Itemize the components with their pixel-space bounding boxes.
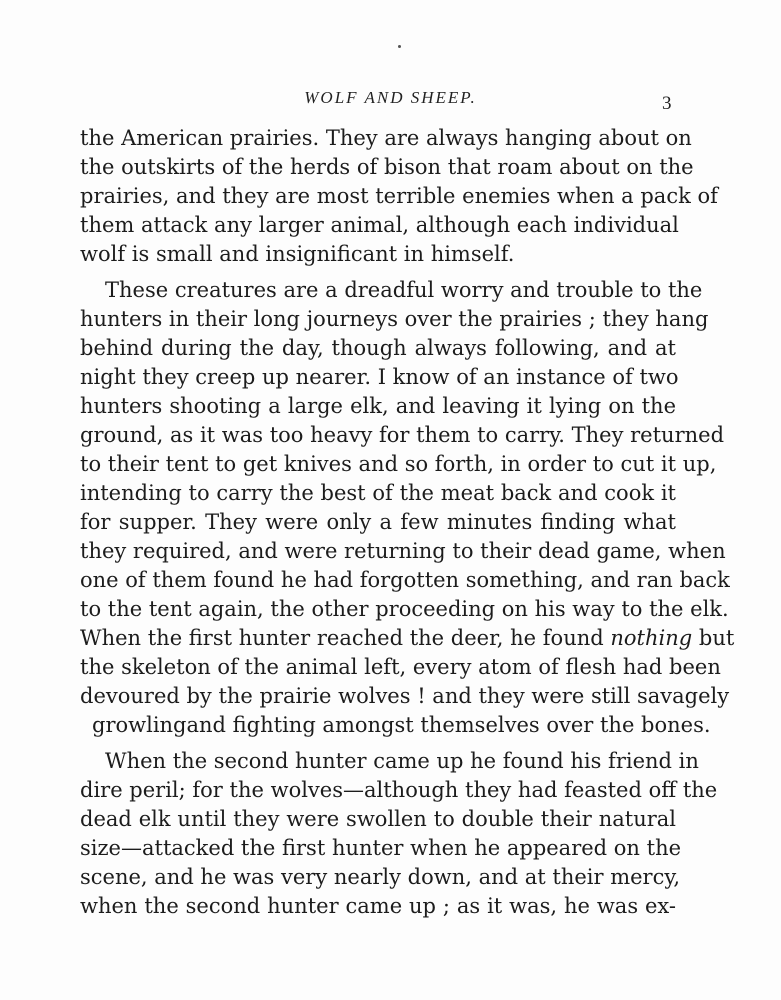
text-line: hunters in their long journeys over the prairies ; they hang (80, 307, 709, 331)
text-line: wolf is small and insignificant in himself. (80, 242, 515, 266)
text-line: when the second hunter came up ; as it was, he was ex- (80, 894, 676, 918)
text-line: they required, and were returning to their dead game, when (80, 539, 726, 563)
text-line: ground, as it was too heavy for them to carry. They returned (80, 423, 725, 447)
paragraph-3 (80, 747, 718, 921)
text-line: to their tent to get knives and so forth, in order to cut it up, (80, 452, 717, 476)
text-line: These creatures are a dreadful worry and trouble to the (105, 278, 703, 302)
text-segment: but (692, 626, 735, 650)
text-line: scene, and he was very nearly down, and at their mercy, (80, 865, 681, 889)
text-line: for supper. They were only a few minutes finding what (80, 510, 676, 534)
text-line: size—attacked the first hunter when he appeared on the (80, 836, 682, 860)
text-line: one of them found he had forgotten something, and ran back (80, 568, 730, 592)
text-line: dire peril; for the wolves—although they had feasted off the (80, 778, 718, 802)
text-line: to the tent again, the other proceeding on his way to the elk. (80, 597, 729, 621)
text-line: the outskirts of the herds of bison that roam about on the (80, 155, 694, 179)
print-speck (398, 45, 401, 48)
text-line: When the second hunter came up he found his friend in (105, 749, 699, 773)
paragraph-1 (80, 124, 718, 269)
page-number: 3 (662, 93, 672, 114)
text-line: growlingand fighting amongst themselves over the bones. (92, 713, 711, 737)
text-line: hunters shooting a large elk, and leaving it lying on the (80, 394, 676, 418)
paragraph-2 (80, 276, 735, 740)
text-line: behind during the day, though always following, and at (80, 336, 676, 360)
text-segment: When the first hunter reached the deer, he found (80, 626, 611, 650)
text-line: the American prairies. They are always hanging about on (80, 126, 692, 150)
text-line-with-emphasis (80, 624, 735, 653)
text-line: the skeleton of the animal left, every atom of flesh had been (80, 655, 721, 679)
text-line: intending to carry the best of the meat back and cook it (80, 481, 676, 505)
text-line: prairies, and they are most terrible enemies when a pack of (80, 184, 718, 208)
running-head: WOLF AND SHEEP. (304, 88, 477, 107)
text-line: dead elk until they were swollen to double their natural (80, 807, 676, 831)
emphasized-word: nothing (610, 626, 693, 650)
body-text (80, 124, 735, 921)
text-line: night they creep up nearer. I know of an instance of two (80, 365, 679, 389)
text-line: them attack any larger animal, although each individual (80, 213, 679, 237)
text-line: devoured by the prairie wolves ! and they were still savagely (80, 684, 730, 708)
